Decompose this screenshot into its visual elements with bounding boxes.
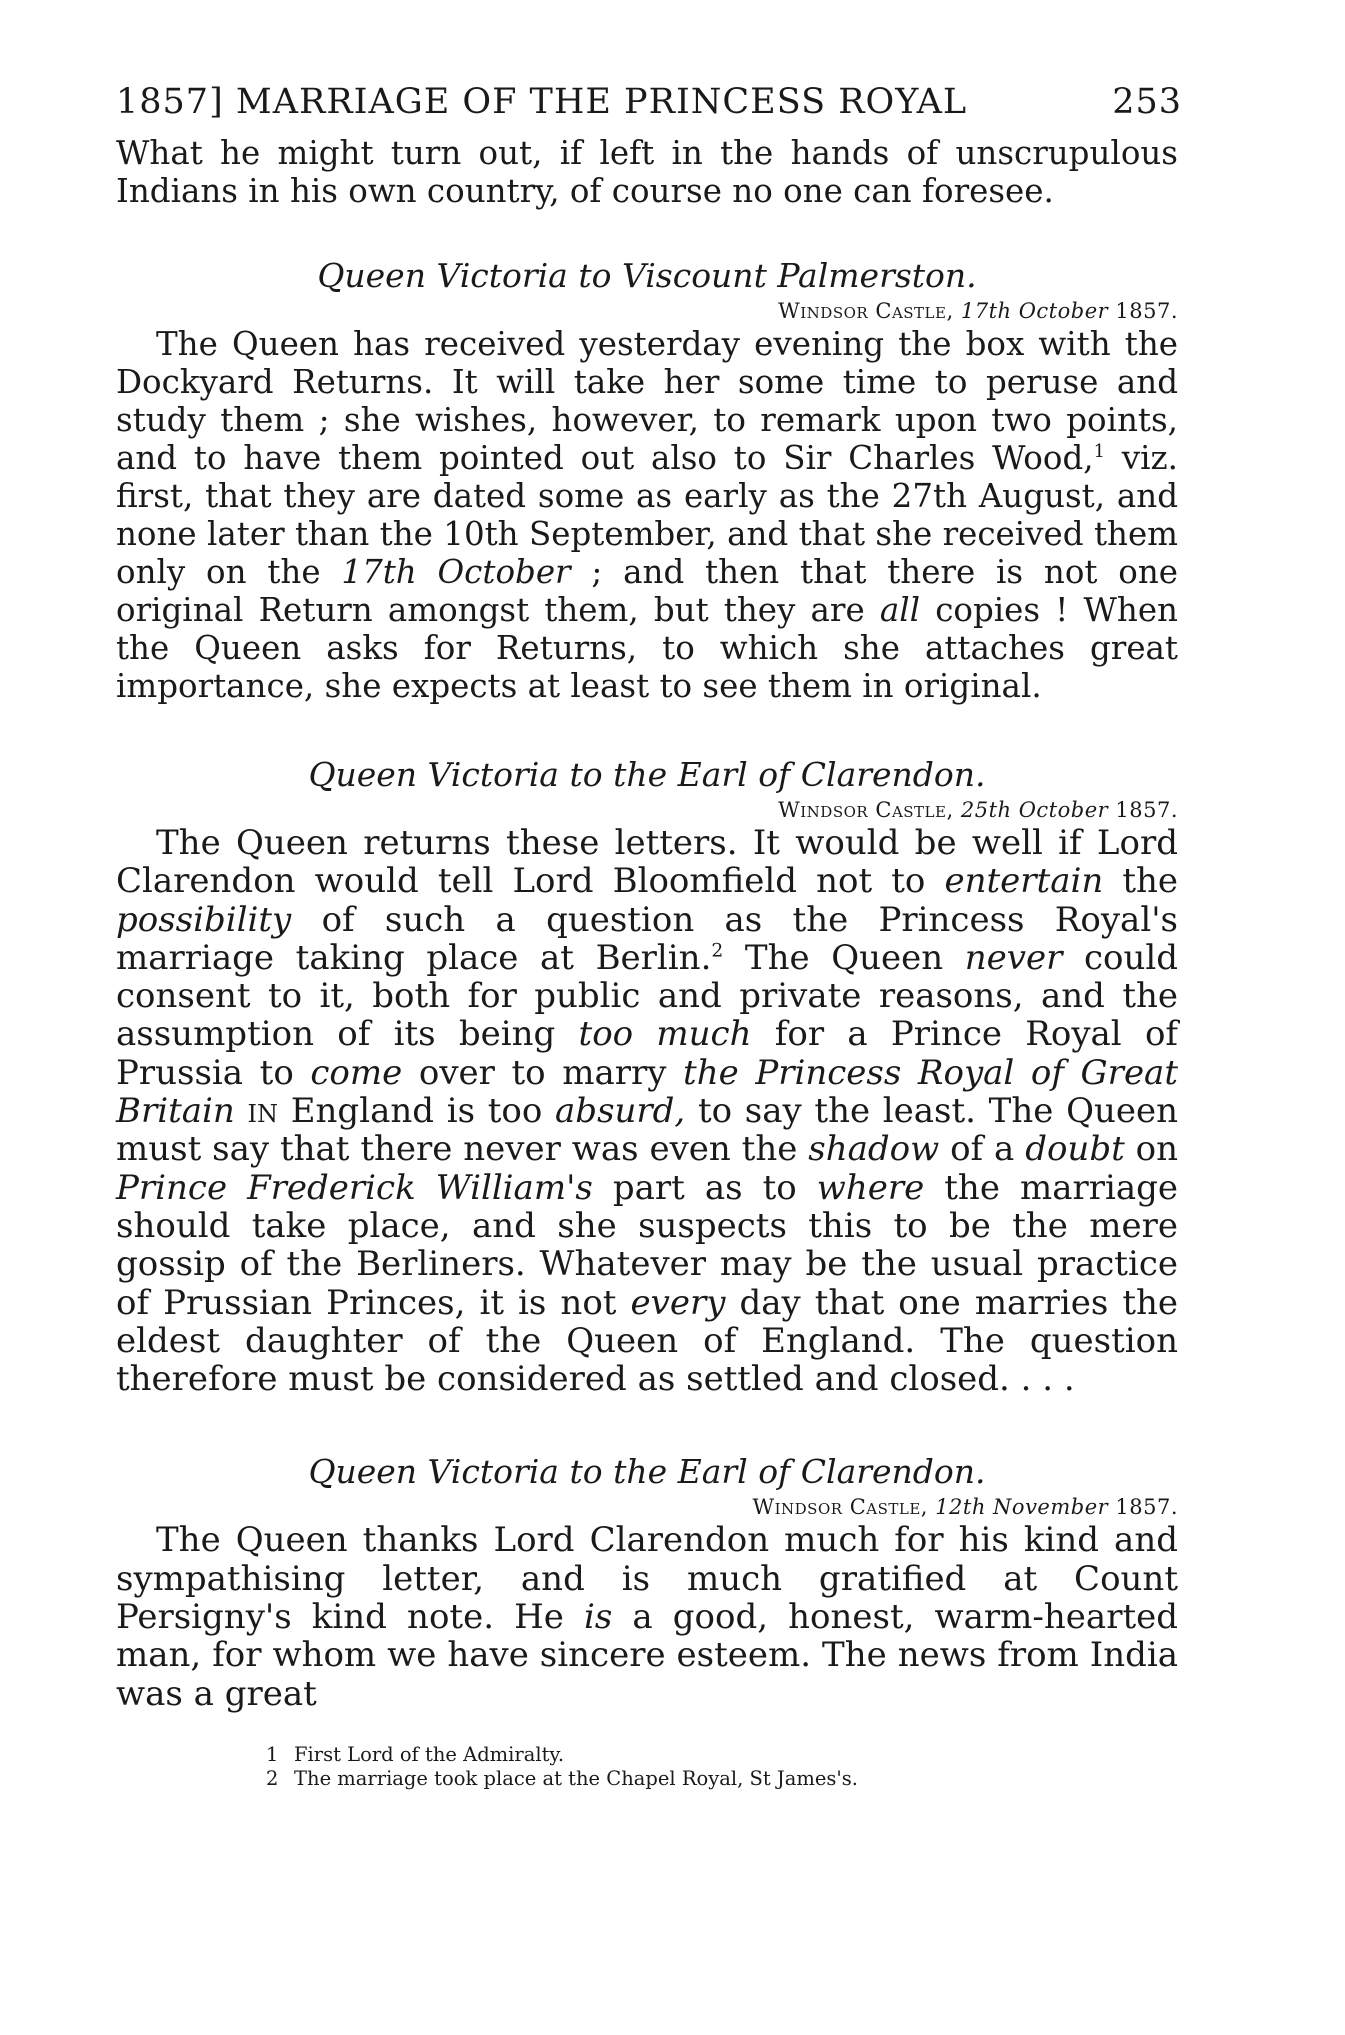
letter-dateline xyxy=(116,1495,1178,1519)
letter-body-palmerston xyxy=(116,325,1178,705)
emphasis: where xyxy=(816,1167,925,1208)
text-run: The Queen xyxy=(723,937,965,978)
dateline-date: 25th October xyxy=(960,798,1109,822)
footnote-text: First Lord of the Admiralty. xyxy=(294,1742,565,1766)
emphasis: entertain xyxy=(944,861,1104,902)
text-run: of a xyxy=(939,1129,1026,1170)
emphasis: every xyxy=(630,1282,726,1323)
emphasis: shadow xyxy=(808,1129,940,1170)
emphasis: 17th October xyxy=(341,553,571,591)
dateline-place: Windsor Castle, xyxy=(752,1495,928,1520)
emphasis: come xyxy=(310,1052,403,1093)
small-caps: in xyxy=(247,1091,279,1132)
text-run: day that one marries the eldest daughter of the Queen of England. The question therefore must be considered as settled and closed. . . . xyxy=(116,1282,1179,1400)
footnote-mark: 2 xyxy=(266,1766,279,1790)
emphasis: too much xyxy=(578,1014,752,1055)
dateline-year: 1857. xyxy=(1115,299,1178,323)
text-run: for a Prince Royal of Prussia to xyxy=(116,1014,1179,1093)
letter-heading-clarendon-2: Queen Victoria to the Earl of Clarendon. xyxy=(308,1452,986,1492)
footnote-text: The marriage took place at the Chapel Royal, St James's. xyxy=(294,1766,858,1790)
text-run: to say the least. The Queen must say that there never was even the xyxy=(116,1091,1178,1170)
running-header xyxy=(116,82,1182,122)
letter-dateline xyxy=(116,299,1178,323)
footnote-ref: 1 xyxy=(1093,441,1105,463)
text-run: viz. first, that they are dated some as early as the 27th August, and none later than the 10th September, and that she received them only on the xyxy=(116,439,1178,591)
emphasis: all xyxy=(879,591,921,629)
emphasis: is xyxy=(583,1597,613,1638)
text-run: on xyxy=(1124,1129,1179,1170)
dateline-place: Windsor Castle, xyxy=(778,299,954,323)
book-page xyxy=(116,82,1182,1791)
running-title: 1857] MARRIAGE OF THE PRINCESS ROYAL xyxy=(116,82,968,122)
text-run: of such a question as the Princess Royal's marriage taking place at Berlin. xyxy=(116,899,1178,978)
text-run: copies ! When the Queen asks for Returns, to which she attaches great importance, she expects at least to see them in original. xyxy=(116,591,1178,705)
text-run: over to marry xyxy=(402,1052,684,1093)
footnotes xyxy=(116,1743,1178,1791)
emphasis: Prince Frederick William's xyxy=(116,1167,593,1208)
dateline-date: 17th October xyxy=(960,299,1109,323)
footnote-mark: 1 xyxy=(266,1742,279,1766)
text-run: England is too xyxy=(278,1091,556,1132)
dateline-place: Windsor Castle, xyxy=(778,798,954,822)
footnote xyxy=(266,1743,1178,1767)
text-run: The Queen returns these letters. It would be well if Lord Clarendon would tell Lord Bloomfield not to xyxy=(116,823,1178,902)
intro-paragraph: What he might turn out, if left in the hands of unscrupulous Indians in his own country, of course no one can foresee. xyxy=(116,134,1178,210)
page-number: 253 xyxy=(1112,82,1182,122)
footnote-ref: 2 xyxy=(711,940,724,962)
emphasis: doubt xyxy=(1025,1129,1125,1170)
dateline-year: 1857. xyxy=(1115,798,1178,822)
text-run: The Queen thanks Lord Clarendon much for his kind and sympathising letter, and is much gratified at Count Persigny's kind note. He xyxy=(116,1520,1178,1638)
emphasis: possibility xyxy=(116,899,292,940)
emphasis: absurd, xyxy=(555,1091,686,1132)
emphasis: never xyxy=(964,937,1063,978)
letter-dateline xyxy=(116,798,1178,822)
text-run: a good, honest, warm-hearted man, for whom we have sincere esteem. The news from India was a great xyxy=(116,1597,1179,1714)
letter-heading-palmerston: Queen Victoria to Viscount Palmerston. xyxy=(317,256,977,295)
text-run: ; and then that there is not one original Return amongst them, but they are xyxy=(116,553,1179,629)
footnote xyxy=(266,1767,1178,1791)
letter-body-clarendon-2 xyxy=(116,1521,1178,1712)
dateline-year: 1857. xyxy=(1115,1495,1178,1520)
letter-heading-clarendon-1: Queen Victoria to the Earl of Clarendon. xyxy=(308,755,986,794)
text-run: part as to xyxy=(592,1167,817,1208)
text-run: could consent to it, both for public and private reasons, and the assumption of its being xyxy=(116,937,1179,1055)
emphasis: the Princess Royal of Great Britain xyxy=(116,1052,1178,1132)
letter-body-clarendon-1 xyxy=(116,824,1178,1398)
text-run: The Queen has received yesterday evening the box with the Dockyard Returns. It will take her some time to peruse and study them ; she wishes, however, to remark upon two points, and to have them pointed out also to Sir Charles Wood, xyxy=(116,325,1178,477)
text-run: the marriage should take place, and she suspects this to be the mere gossip of the Berliners. Whatever may be the usual practice of Prussian Princes, it is not xyxy=(116,1167,1179,1323)
dateline-date: 12th November xyxy=(935,1495,1109,1520)
text-run: the xyxy=(1103,861,1178,902)
